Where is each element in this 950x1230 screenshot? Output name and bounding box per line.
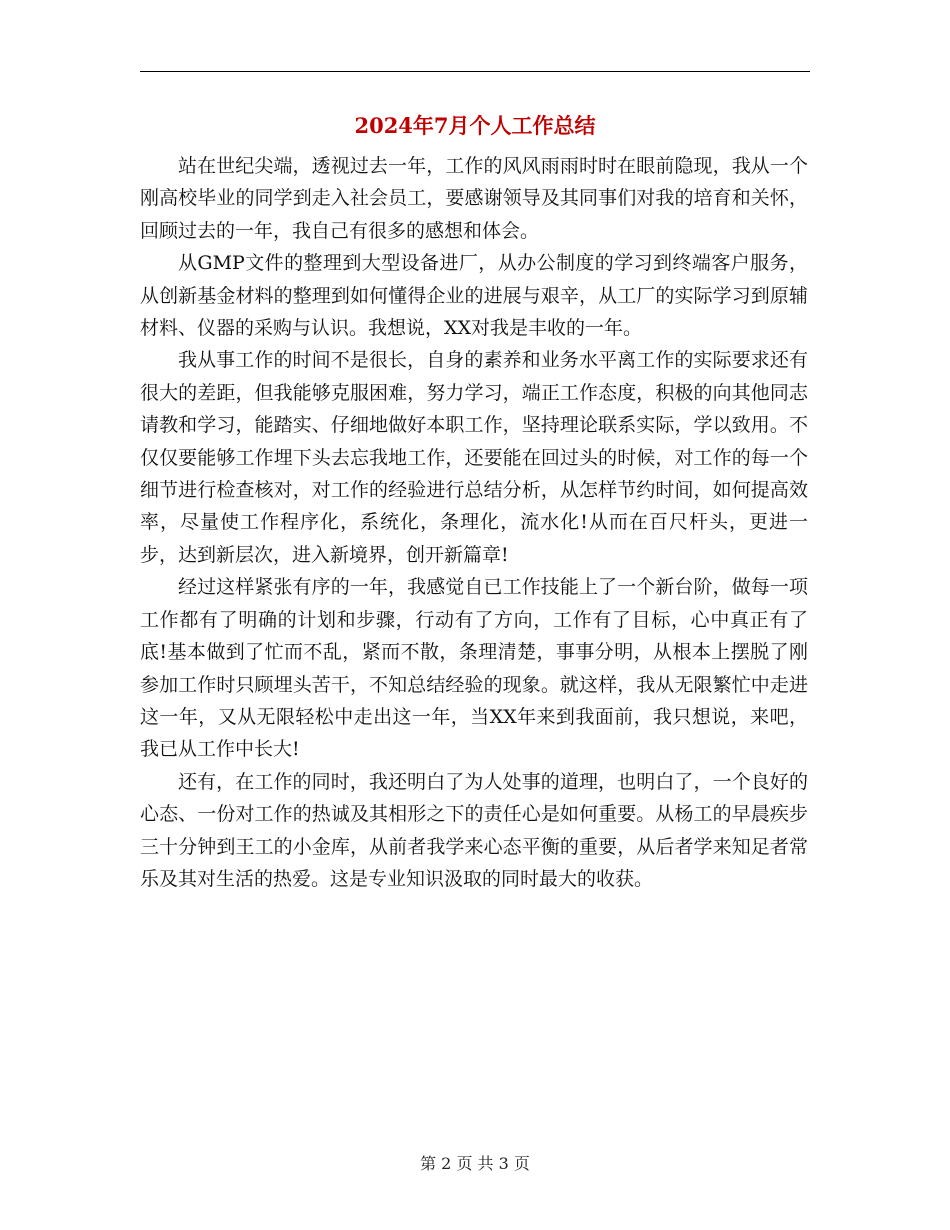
header-rule — [140, 71, 810, 72]
document-title: 2024年7月个人工作总结 — [354, 113, 596, 138]
paragraph-5: 还有，在工作的同时，我还明白了为人处事的道理，也明白了，一个良好的心态、一份对工作的热诚及其相形之下的责任心是如何重要。从杨工的早晨疾步三十分钟到王工的小金库，从前者我学来心态平衡的重要，从后者学来知足者常乐及其对生活的热爱。这是专业知识汲取的同时最大的收获。 — [140, 770, 808, 890]
paragraph-3: 我从事工作的时间不是很长，自身的素养和业务水平离工作的实际要求还有很大的差距，但我能够克服困难，努力学习，端正工作态度，积极的向其他同志请教和学习，能踏实、仔细地做好本职工作，坚持理论联系实际，学以致用。不仅仅要能够工作埋下头去忘我地工作，还要能在回过头的时候，对工作的每一个细节进行检查核对，对工作的经验进行总结分析，从怎样节约时间，如何提高效率，尽量使工作程序化，系统化，条理化，流水化!从而在百尺杆头，更进一步，达到新层次，进入新境界，创开新篇章! — [140, 349, 808, 566]
page-number-footer: 第 2 页 共 3 页 — [420, 1154, 530, 1173]
paragraph-1: 站在世纪尖端，透视过去一年，工作的风风雨雨时时在眼前隐现，我从一个刚高校毕业的同学到走入社会员工，要感谢领导及其同事们对我的培育和关怀，回顾过去的一年，我自己有很多的感想和体会。 — [140, 155, 808, 242]
document-body — [140, 150, 808, 895]
paragraph-2: 从GMP文件的整理到大型设备进厂，从办公制度的学习到终端客户服务，从创新基金材料的整理到如何懂得企业的进展与艰辛，从工厂的实际学习到原辅材料、仪器的采购与认识。我想说，XX对我是丰收的一年。 — [140, 252, 808, 340]
paragraph-4: 经过这样紧张有序的一年，我感觉自已工作技能上了一个新台阶，做每一项工作都有了明确的计划和步骤，行动有了方向，工作有了目标，心中真正有了底!基本做到了忙而不乱，紧而不散，条理清楚，事事分明，从根本上摆脱了刚参加工作时只顾埋头苦干，不知总结经验的现象。就这样，我从无限繁忙中走进这一年，又从无限轻松中走出这一年，当XX年来到我面前，我只想说，来吧，我已从工作中长大! — [140, 576, 808, 761]
